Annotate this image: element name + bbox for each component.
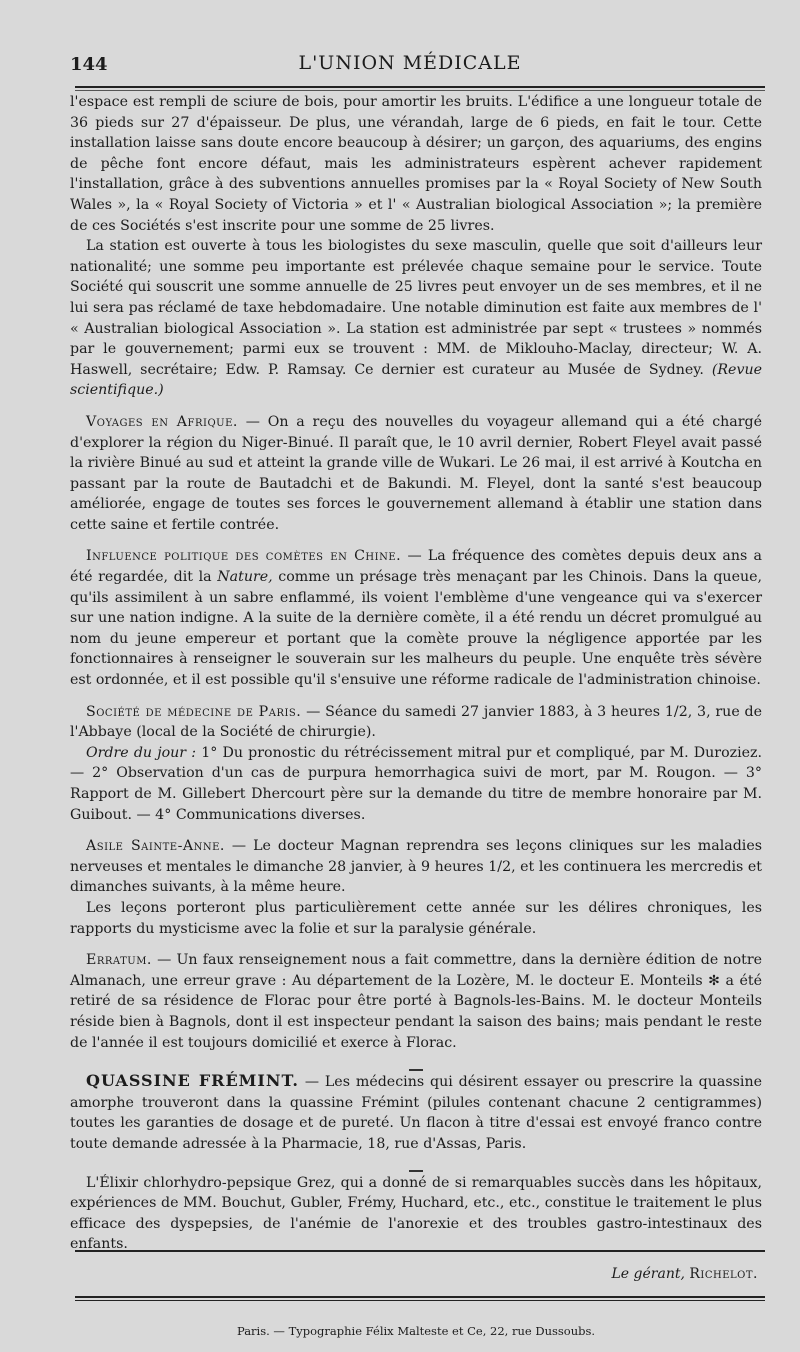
erratum-text: — Un faux renseignement nous a fait commettre, dans la dernière édition de notre Almanach, une erreur grave : Au département de la Lozère, M. le docteur E. Monteils ✻ a été retiré de sa résidence de Florac pour être porté à Bagnols-les-Bains. M. le docteur Monteils réside bien à Bagnols, dont il est inspecteur pendant la saison des bains; mais pendant le reste de l'année il est toujours domicilié et exerce à Florac. [70,952,762,1051]
asile-section [70,836,762,898]
station-paragraph-2-text: La station est ouverte à tous les biologistes du sexe masculin, quelle que soit d'ailleurs leur nationalité; une somme peu importante est prélevée chaque semaine pour le service. Toute Société qui souscrit une somme annuelle de 25 livres peut envoyer un de ses membres, et il ne lui sera pas réclamé de taxe hebdomadaire. Une notable diminution est faite aux membres de l' « Australian biological Association ». La station est administrée par sept « trustees » nommés par le gouvernement; parmi eux se trouvent : MM. de Miklouho-Maclay, directeur; W. A. Haswell, secrétaire; Edw. P. Ramsay. Ce dernier est curateur au Musée de Sydney. [70,238,762,378]
page-header [60,48,760,78]
nature-journal: Nature, [217,569,273,586]
printer-imprint: Paris. — Typographie Félix Malteste et Ce, 22, rue Dussoubs. [236,1324,596,1338]
station-paragraph-1: l'espace est rempli de sciure de bois, pour amortir les bruits. L'édifice a une longueur totale de 36 pieds sur 27 d'épaisseur. De plus, une vérandah, large de 6 pieds, en fait le tour. Cette installation laisse sans doute encore beaucoup à désirer; un garçon, des aquariums, des engins de pêche font encore défaut, mais les administrateurs espèrent achever rapidement l'installation, grâce à des subventions annuelles promises par la « Royal Society of New South Wales », la « Royal Society of Victoria » et l' « Australian biological Association »; la première de ces Sociétés s'est inscrite pour une somme de 25 livres. [70,94,762,234]
station-paragraph-2 [70,236,762,401]
source-citation: (Revue scientifique.) [70,361,762,399]
asile-text-2: Les leçons porteront plus particulièrement cette année sur les délires chroniques, les rapports du mysticisme avec la folie et sur la paralysie générale. [70,899,762,937]
section-separator-2 [70,1161,762,1171]
erratum-section [70,950,762,1053]
footer-rule-top [75,1250,765,1252]
header-rule [75,86,765,88]
footer-rule-2 [75,1300,765,1301]
societe-title: Société de médecine de Paris. [86,703,302,720]
ordre-text: 1° Du pronostic du rétrécissement mitral pur et compliqué, par M. Duroziez. — 2° Observation d'un cas de purpura hemorrhagica suivi de mort, par M. Rougon. — 3° Rapport de M. Gillebert Dhercourt père sur la demande du titre de membre honoraire par M. Guibout. — 4° Communications diverses. [70,744,762,823]
gerant-label: Le gérant, [611,1266,685,1282]
quassine-text: — Les médecins qui désirent essayer ou prescrire la quassine amorphe trouveront dans la quassine Frémint (pilules contenant chacune 2 centigrammes) toutes les garanties de dosage et de pureté. Un flacon à titre d'essai est envoyé franco contre toute demande adressée à la Pharmacie, 18, rue d'Assas, Paris. [70,1074,762,1152]
footer-rule-1 [75,1296,765,1298]
cometes-title: Influence politique des comètes en Chine. [86,548,402,565]
signature-line [70,1266,758,1282]
elixir-ad: L'Élixir chlorhydro-pepsique Grez, qui a donné de si remarquables succès dans les hôpitaux, expériences de MM. Bouchut, Gubler, Frémy, Huchard, etc., etc., constitue le traitement le plus efficace des dyspepsies, de l'anémie de l'anorexie et des troubles gastro-intestinaux des enfants. [70,1174,762,1253]
header-rule-thin [75,90,765,91]
erratum-title: Erratum. [86,952,152,969]
ordre-du-jour [70,743,762,825]
page-number: 144 [70,54,108,75]
voyages-section [70,412,762,536]
gerant-name: Richelot. [689,1266,758,1282]
cometes-text-a: — La fréquence des comètes depuis deux ans a été regardée, dit la [70,548,762,586]
quassine-name: QUASSINE FRÉMINT. [86,1071,299,1091]
ordre-label: Ordre du jour : [86,744,197,761]
quassine-ad [70,1071,762,1154]
societe-text: — Séance du samedi 27 janvier 1883, à 3 heures 1/2, 3, rue de l'Abbaye (local de la Société de chirurgie). [70,703,763,741]
asile-text: — Le docteur Magnan reprendra ses leçons cliniques sur les maladies nerveuses et mentales le dimanche 28 janvier, à 9 heures 1/2, et les continuera les mercredis et dimanches suivants, à la même heure. [70,838,762,896]
cometes-text-b: comme un présage très menaçant par les Chinois. Dans la queue, qu'ils assimilent à un sabre enflammé, ils voient l'emblème d'une vengeance qui va s'exercer sur une nation indigne. A la suite de la dernière comète, il a été rendu un décret promulgué au nom du jeune empereur et portant que la comète prouve la négligence apportée par les fonctionnaires à renseigner le souverain sur les malheurs du peuple. Une enquête très sévère est ordonnée, et il est possible qu'il s'ensuive une réforme radicale de l'administration chinoise. [70,569,763,689]
article-body [70,92,762,1255]
section-separator [70,1059,762,1069]
journal-title: L'UNION MÉDICALE [298,52,522,74]
voyages-title: Voyages en Afrique. [86,413,238,430]
asile-title: Asile Sainte-Anne. [86,838,225,855]
cometes-section [70,546,762,690]
societe-section [70,702,762,743]
voyages-text: — On a reçu des nouvelles du voyageur allemand qui a été chargé d'explorer la région du Niger-Binué. Il paraît que, le 10 avril dernier, Robert Fleyel avait passé la rivière Binué au sud et atteint la grande ville de Wukari. Le 26 mai, il est arrivé à Koutcha en passant par la route de Bautadchi et de Bakundi. M. Fleyel, dont la santé s'est beaucoup améliorée, engage de toutes ses forces le gouvernement allemand à établir une station dans cette saine et fertile contrée. [70,413,762,533]
